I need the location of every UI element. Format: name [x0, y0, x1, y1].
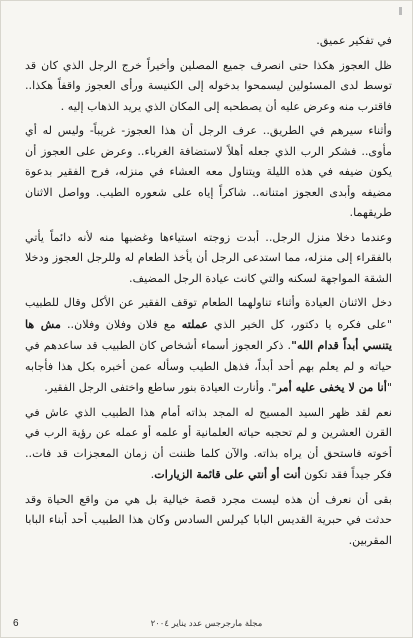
paragraph-2	[25, 56, 392, 118]
article-body	[25, 31, 392, 555]
paragraph-6	[25, 403, 392, 486]
paragraph-text-start: دخل الاثنان العيادة وأثناء تناولهما الطعام توقف الفقير عن الأكل وقال للطبيب "على فكره يا دكتور، كل الخير الذي	[25, 296, 392, 331]
emphasis-text: مش ها يتنسي أبداً قدام الله"	[25, 316, 392, 352]
paragraph-text-start: نعم لقد ظهر السيد المسيح له المجد بذاته أمام هذا الطبيب الذي عاش في القرن العشرين و لم تحجبه حياته العلمانية أو علمه أو عمله عن رؤية الرب في أخوته فاستحق أن يراه بذاته. والآن كلما ظننت أن زمان المعجزات قد فات.. فكر جيداً فقد تكون	[25, 405, 392, 481]
paragraph-text: في تفكير عميق.	[316, 34, 392, 47]
page-number: 6	[13, 618, 19, 629]
paragraph-text-end: .	[150, 468, 155, 481]
paragraph-text: بقى أن نعرف أن هذه ليست مجرد قصة خيالية بل هي من واقع الحياة وقد حدثت في حبرية القديس البابا كيرلس السادس وكان هذا الطبيب أحد أبناء البابا المقربين.	[25, 492, 392, 547]
emphasis-text: أنت أو أنتي على قائمة الزيارات	[154, 467, 301, 481]
paragraph-text: وعندما دخلا منزل الرجل.. أبدت زوجته استياءها وغضبها منه لأنه دائماً يأتي بالفقراء إلى منزله، مما استدعى الرجل أن يأخذ الطعام له وللرجل العجوز ودخلا الشقة المواجهة لسكنه والتي كانت عيادة الرجل المضيف.	[25, 230, 392, 285]
paragraph-1	[25, 31, 392, 52]
paragraph-text-continued: . ذكر العجوز أسماء أشخاص كان الطبيب قد ساعدهم في حياته و لم يعلم بهم أحد أبداً، فذهل الطيب وسأله عمن أخبره بكل هذا فأجابه "	[25, 339, 392, 394]
emphasis-quote: أنا من لا يخفى عليه أمر	[276, 380, 387, 394]
paragraph-3	[25, 121, 392, 224]
journal-issue-label: مجلة مارجرجس عدد يناير ٢٠٠٤	[150, 619, 263, 629]
paragraph-5	[25, 293, 392, 399]
paragraph-text: ظل العجوز هكذا حتى انصرف جميع المصلين وأخيراً خرج الرجل الذي كان قد توسط لدى المسئولين ليسمحوا بدخوله إلى الكنيسة ورأى العجوز واقفاً هكذا.. فاقترب منه وعرض عليه أن يصطحبه إلى المكان الذي يريد الذهاب إليه .	[25, 58, 392, 113]
paragraph-7	[25, 490, 392, 552]
scan-edge-mark	[399, 7, 402, 15]
paragraph-4	[25, 228, 392, 290]
paragraph-text: وأثناء سيرهم في الطريق.. عرف الرجل أن هذا العجوز- غريباً- وليس له أي مأوى.. فشكر الرب الذي جعله أهلاً لاستضافة الغرباء.. وعرض على العجوز أن يكون ضيفه في هذه الليلة ويتناول معه العشاء في منزله، فرح الفقير بدعوة مضيفه وأبدى العجوز امتنانه.. شاكراً إياه على شعوره الطيب. وواصل الاثنان طريقهما.	[25, 124, 392, 219]
emphasis-text: عملته	[181, 316, 209, 331]
page-footer	[1, 613, 412, 631]
paragraph-text-end: ". وأنارت العيادة بنور ساطع واختفى الرجل الفقير.	[44, 381, 277, 394]
paragraph-text-middle: مع فلان وفلان وفلان..	[60, 317, 182, 331]
